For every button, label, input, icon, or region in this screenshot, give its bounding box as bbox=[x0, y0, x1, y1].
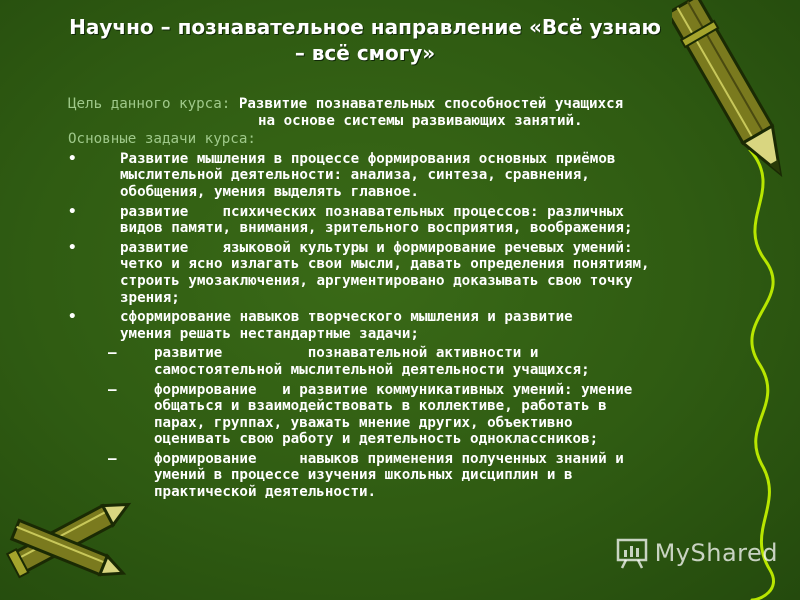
bullet-marker: • bbox=[68, 309, 77, 326]
goal-label: Цель данного курса: bbox=[68, 96, 231, 112]
dash-marker: – bbox=[108, 345, 117, 362]
sub-list-item-line: общаться и взаимодействовать в коллективе, работать в bbox=[154, 398, 607, 415]
list-item bbox=[68, 204, 738, 237]
sub-list-item-line: формирование навыков применения полученных знаний и bbox=[154, 450, 624, 467]
sub-list-item bbox=[68, 451, 738, 501]
list-item-line: обобщения, умения выделять главное. bbox=[120, 183, 419, 200]
list-item-line: Развитие мышления в процессе формирования основных приёмов bbox=[120, 150, 616, 167]
list-item-line: мыслительной деятельности: анализа, синтеза, сравнения, bbox=[120, 167, 590, 184]
bullet-marker: • bbox=[68, 203, 77, 220]
goal-text: Развитие познавательных способностей учащихся bbox=[238, 96, 624, 112]
list-item-line: зрения; bbox=[120, 289, 180, 306]
sub-list-item-line: парах, группах, уважать мнение других, объективно bbox=[154, 414, 573, 431]
sub-list-item-line: оценивать свою работу и деятельность одноклассников; bbox=[154, 431, 599, 448]
list-item-line: умения решать нестандартные задачи; bbox=[120, 325, 419, 342]
sub-list-item-line: развитие познавательной активности и bbox=[154, 345, 539, 362]
list-item-line: развитие психических познавательных процессов: различных bbox=[120, 203, 624, 220]
bullet-marker: • bbox=[68, 239, 77, 256]
dash-marker: – bbox=[108, 450, 117, 467]
sub-list-item bbox=[68, 345, 738, 378]
sub-list-item-line: самостоятельной мыслительной деятельности учащихся; bbox=[154, 361, 590, 378]
list-item bbox=[68, 240, 738, 306]
goal-text-2: на основе системы развивающих занятий. bbox=[258, 112, 583, 129]
sub-list-item-line: практической деятельности. bbox=[154, 484, 377, 501]
title-line-2: – всё смогу» bbox=[294, 41, 436, 65]
content-body bbox=[68, 96, 738, 501]
list-item bbox=[68, 309, 738, 342]
list-item-line: сформирование навыков творческого мышления и развитие bbox=[120, 309, 573, 326]
goal-paragraph bbox=[68, 96, 738, 129]
sub-list-item bbox=[68, 382, 738, 448]
title-line-1: Научно – познавательное направление «Всё узнаю bbox=[69, 15, 661, 39]
sub-list-item-line: умений в процессе изучения школьных дисциплин и в bbox=[154, 467, 573, 484]
bullet-marker: • bbox=[68, 150, 77, 167]
sub-list-item-line: формирование и развитие коммуникативных умений: умение bbox=[154, 381, 633, 398]
slide-title bbox=[60, 14, 670, 66]
dash-marker: – bbox=[108, 381, 117, 398]
tasks-label: Основные задачи курса: bbox=[68, 131, 256, 148]
list-item-line: строить умозаключения, аргументировано доказывать свою точку bbox=[120, 272, 633, 289]
watermark[interactable] bbox=[615, 536, 778, 570]
list-item-line: четко и ясно излагать свои мысли, давать определения понятиям, bbox=[120, 256, 650, 273]
list-item bbox=[68, 151, 738, 201]
presentation-board-icon bbox=[615, 536, 649, 570]
watermark-text: MyShared bbox=[654, 539, 778, 567]
list-item-line: развитие языковой культуры и формирование речевых умений: bbox=[120, 239, 633, 256]
list-item-line: видов памяти, внимания, зрительного восприятия, воображения; bbox=[120, 220, 633, 237]
